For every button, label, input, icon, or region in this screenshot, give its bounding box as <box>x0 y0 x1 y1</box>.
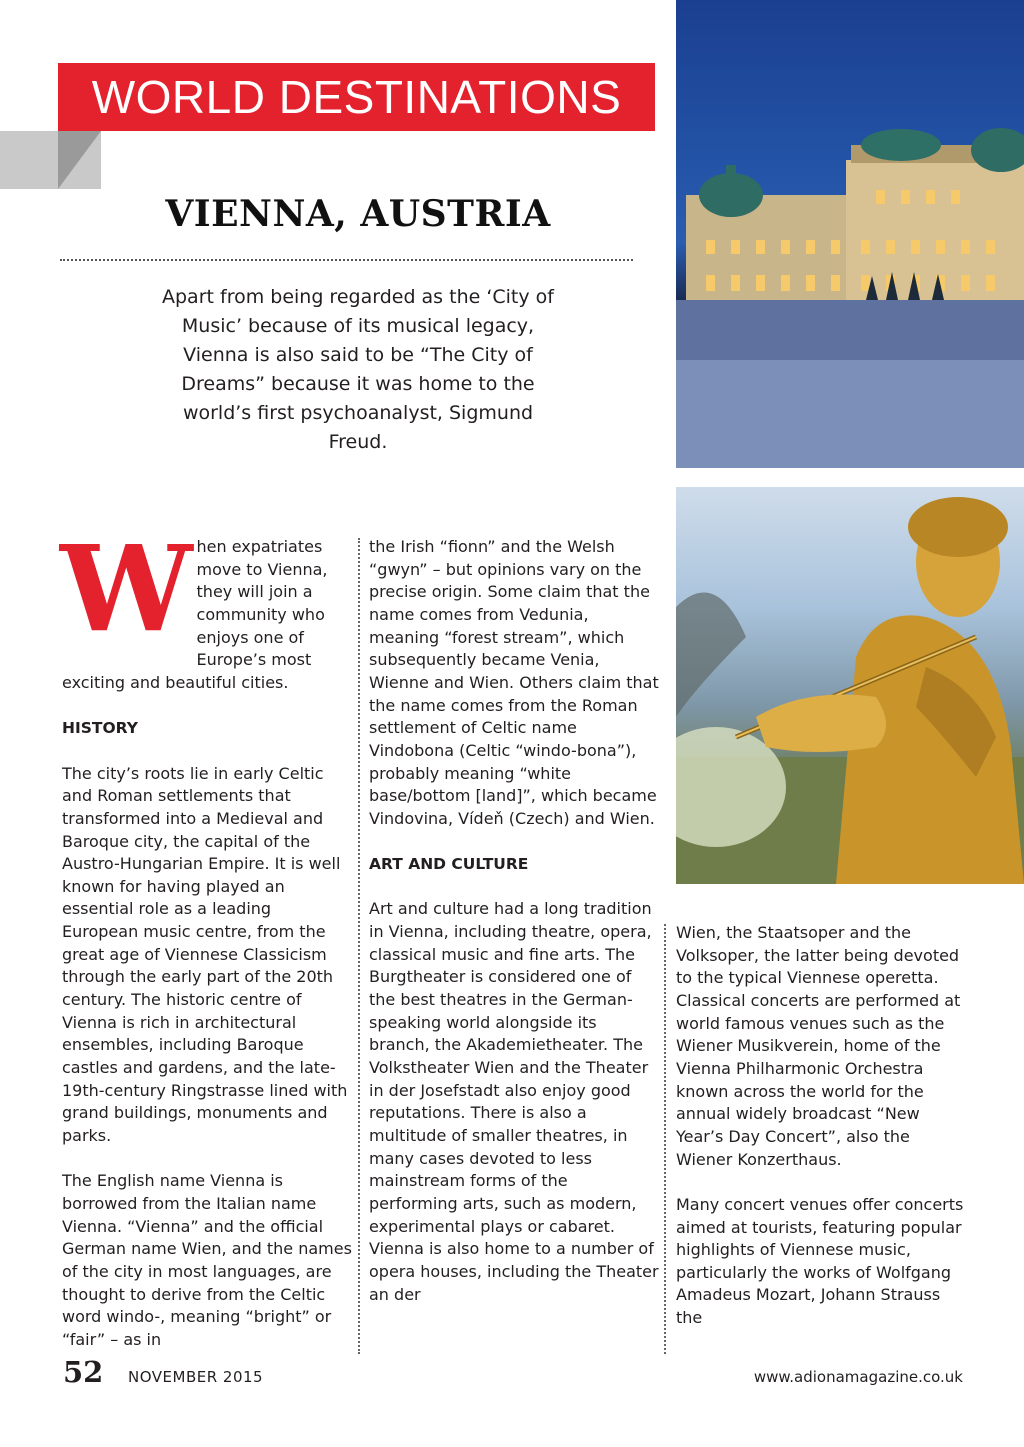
concerts-paragraph: Many concert venues offer concerts aimed at tourists, featuring popular highlights of Viennese music, particularly the works of Wolfgang Amadeus Mozart, Johann Strauss the <box>676 1194 964 1328</box>
music-venues-paragraph: Wien, the Staatsoper and the Volksoper, the latter being devoted to the typical Viennese operetta. Classical concerts are performed at world famous venues such as the Wiener Musikverein, home of the Vienna Philharmonic Orchestra known across the world for the annual widely broadcast “New Year’s Day Concert”, also the Wiener Konzerthaus. <box>676 923 961 1169</box>
history-heading: HISTORY <box>62 719 138 738</box>
article-title: VIENNA, AUSTRIA <box>165 193 551 235</box>
issue-date: NOVEMBER 2015 <box>128 1368 264 1386</box>
statue-illustration <box>676 487 1024 884</box>
palace-illustration <box>676 0 1024 468</box>
title-divider <box>60 259 633 261</box>
page-number: 52 <box>63 1355 104 1389</box>
name-origin-paragraph: the Irish “fionn” and the Welsh “gwyn” – but opinions vary on the precise origin. Some claim that the name comes from Vedunia, meaning “forest stream”, which subsequently became Venia, Wienne and Wien. Others claim that the name comes from the Roman settlement of Celtic name Vindobona (Celtic “windo-bona”), probably meaning “white base/bottom [land]”, which became Vindovina, Vídeň (Czech) and Wien. <box>369 537 659 828</box>
lead-paragraph: hen expatriates move to Vienna, they will join a community who enjoys one of Europe’s most exciting and beautiful cities. <box>62 537 328 692</box>
column-divider-1 <box>358 538 360 1354</box>
palace-photo <box>676 0 1024 468</box>
article-column-1 <box>60 519 352 1352</box>
history-paragraph-2: The English name Vienna is borrowed from the Italian name Vienna. “Vienna” and the official German name Wien, and the names of the city in most languages, are thought to derive from the Celtic word windo-, meaning “bright” or “fair” – as in <box>62 1171 352 1349</box>
article-column-2 <box>369 536 659 1306</box>
article-intro: Apart from being regarded as the ‘City of Music’ because of its musical legacy, Vienna is also said to be “The City of Dreams” because it was home to the world’s first psychoanalyst, Sigmund Freud. <box>162 286 554 453</box>
art-culture-paragraph: Art and culture had a long tradition in Vienna, including theatre, opera, classical music and fine arts. The Burgtheater is considered one of the best theatres in the German-speaking world alongside its branch, the Akademietheater. The Volkstheater Wien and the Theater in der Josefstadt also enjoy good reputations. There is also a multitude of smaller theatres, in many cases devoted to less mainstream forms of the performing arts, such as modern, experimental plays or cabaret. Vienna is also home to a number of opera houses, including the Theater an der <box>369 899 659 1304</box>
art-culture-heading: ART AND CULTURE <box>369 855 529 874</box>
drop-cap: W <box>60 519 189 658</box>
article-column-3 <box>676 922 966 1330</box>
strauss-statue-photo <box>676 487 1024 884</box>
history-paragraph-1: The city’s roots lie in early Celtic and Roman settlements that transformed into a Medieval and Baroque city, the capital of the Austro-Hungarian Empire. It is well known for having played an essential role as a leading European music centre, from the great age of Viennese Classicism through the early part of the 20th century. The historic centre of Vienna is rich in architectural ensembles, including Baroque castles and gardens, and the late-19th-century Ringstrasse lined with grand buildings, monuments and parks. <box>62 763 348 1146</box>
column-divider-2 <box>664 924 666 1354</box>
section-banner: WORLD DESTINATIONS <box>58 63 655 131</box>
banner-fold <box>58 131 101 189</box>
website-url: www.adionamagazine.co.uk <box>753 1368 963 1386</box>
